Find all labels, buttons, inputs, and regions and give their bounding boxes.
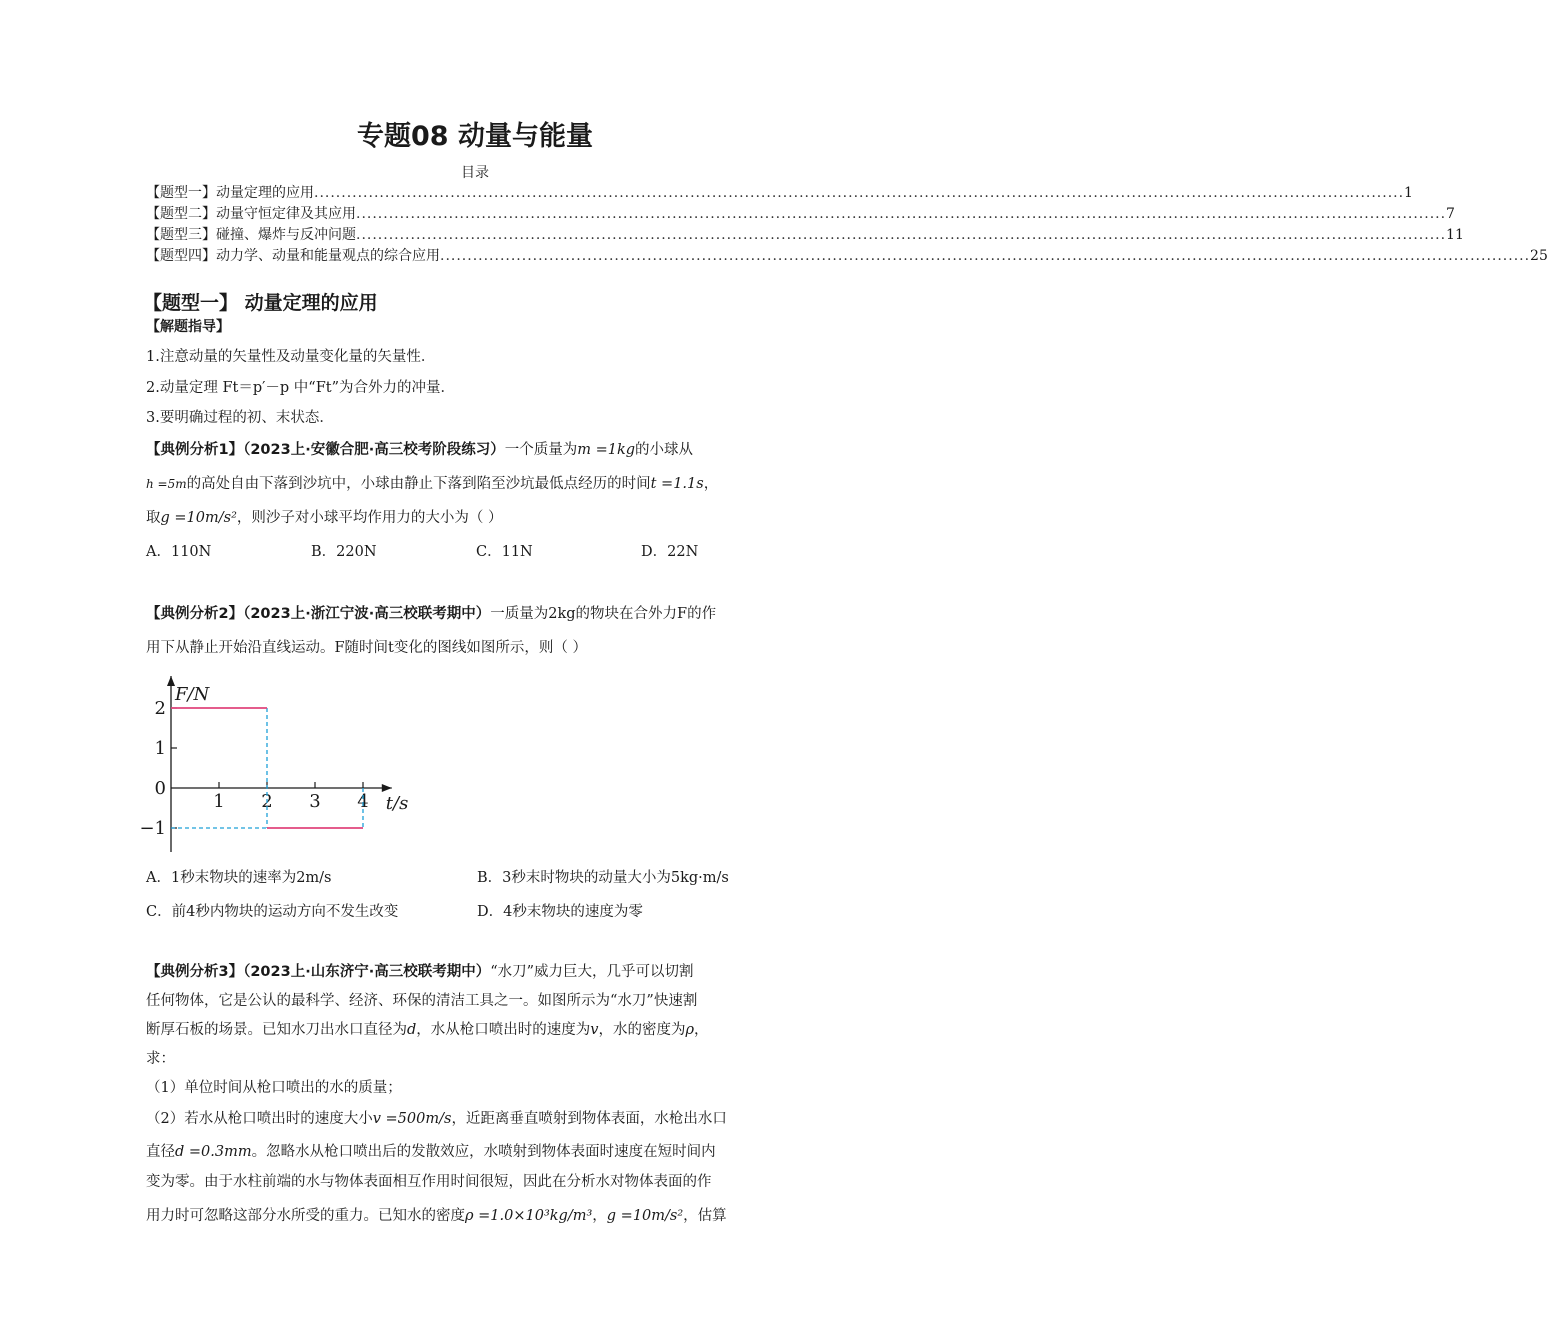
toc-entry[interactable]	[146, 182, 1413, 203]
math-expression: 2kg	[548, 606, 576, 622]
option-b[interactable]: B．3秒末时物块的动量大小为5kg·m/s	[477, 870, 729, 886]
guide-point: 2.动量定理 Ft＝p′－p 中“Ft”为合外力的冲量．	[146, 380, 456, 396]
guide-point: 3.要明确过程的初、末状态．	[146, 410, 334, 426]
example-3-line-4: 求：	[146, 1051, 175, 1067]
force-time-chart	[140, 660, 420, 850]
x-axis-arrow	[382, 784, 392, 792]
math-expression: h =5m	[146, 477, 187, 491]
math-expression: ρ =1.0×10³kg/m³	[465, 1208, 593, 1224]
example-3-line-9: 用力时可忽略这部分水所受的重力。已知水的密度ρ =1.0×10³kg/m³，g =10m/s²，估算	[146, 1208, 727, 1224]
toc-page-number: 11	[1446, 227, 1464, 243]
example-3-line-3: 断厚石板的场景。已知水刀出水口直径为d，水从枪口喷出时的速度为v，水的密度为ρ，	[146, 1022, 709, 1038]
math-expression: g =10m/s²	[606, 1208, 684, 1224]
example-1-line-3: 取g =10m/s²，则沙子对小球平均作用力的大小为（ ）	[146, 510, 503, 526]
y-tick-label: 1	[154, 738, 166, 759]
toc-leader: ........................................................................................................................................................................................................	[356, 227, 1447, 243]
math-expression: g =10m/s²	[160, 510, 237, 526]
y-tick-label: 0	[154, 778, 166, 799]
toc-leader: ........................................................................................................................................................................................................	[314, 185, 1405, 201]
example-3-tag: 【典例分析3】（2023上·山东济宁·高三校联考期中）	[146, 964, 491, 980]
option-d[interactable]: D．4秒末物块的速度为零	[477, 904, 643, 920]
toc-tag: 【题型二】	[146, 206, 216, 222]
example-3-line-8: 变为零。由于水柱前端的水与物体表面相互作用时间很短，因此在分析水对物体表面的作	[146, 1174, 712, 1190]
toc-entry[interactable]	[146, 224, 1464, 245]
math-expression: v =500m/s	[372, 1111, 452, 1127]
example-1-options	[146, 540, 808, 561]
x-tick-label: 2	[261, 791, 273, 812]
example-1-line-2: h =5m的高处自由下落到沙坑中，小球由静止下落到陷至沙坑最低点经历的时间t =1.1s，	[146, 476, 719, 492]
y-tick-label: −1	[139, 818, 166, 839]
toc-tag: 【题型一】	[146, 185, 216, 201]
option-c[interactable]: C．前4秒内物块的运动方向不发生改变	[146, 904, 399, 920]
x-axis-label: t/s	[385, 793, 409, 814]
example-3-line-1: 【典例分析3】（2023上·山东济宁·高三校联考期中）“水刀”威力巨大，几乎可以切割	[146, 964, 694, 980]
toc-text: 碰撞、爆炸与反冲问题	[216, 227, 356, 243]
example-3-line-7: 直径d =0.3mm。忽略水从枪口喷出后的发散效应，水喷射到物体表面时速度在短时间内	[146, 1144, 716, 1160]
x-tick-label: 4	[357, 791, 369, 812]
toc-leader: ........................................................................................................................................................................................................	[356, 206, 1447, 222]
toc-text: 动量守恒定律及其应用	[216, 206, 356, 222]
toc-entry[interactable]	[146, 203, 1455, 224]
toc-tag: 【题型四】	[146, 248, 216, 264]
example-3-line-5: （1）单位时间从枪口喷出的水的质量；	[146, 1080, 402, 1096]
guide-heading: 【解题指导】	[146, 319, 230, 335]
toc-text: 动力学、动量和能量观点的综合应用	[216, 248, 440, 264]
math-expression: d =0.3mm	[175, 1144, 252, 1160]
toc-page-number: 25	[1530, 248, 1548, 264]
table-of-contents	[146, 182, 1548, 266]
y-axis-label: F/N	[175, 684, 210, 705]
example-3-line-2: 任何物体，它是公认的最科学、经济、环保的清洁工具之一。如图所示为“水刀”快速割	[146, 993, 698, 1009]
option-b[interactable]: B．220N	[311, 544, 377, 560]
example-2-line-2: 用下从静止开始沿直线运动。F随时间t变化的图线如图所示，则（ ）	[146, 640, 587, 656]
guide-point: 1.注意动量的矢量性及动量变化量的矢量性．	[146, 349, 436, 365]
example-2-options-row-1	[146, 866, 808, 887]
toc-page-number: 7	[1446, 206, 1455, 222]
example-1-tag: 【典例分析1】（2023上·安徽合肥·高三校考阶段练习）	[146, 442, 505, 458]
option-c[interactable]: C．11N	[476, 544, 533, 560]
toc-leader: ........................................................................................................................................................................................................	[440, 248, 1531, 264]
toc-text: 动量定理的应用	[216, 185, 314, 201]
toc-entry[interactable]	[146, 245, 1548, 266]
y-tick-label: 2	[154, 698, 166, 719]
toc-tag: 【题型三】	[146, 227, 216, 243]
example-2-options-row-2	[146, 900, 808, 921]
section-title: 【题型一】 动量定理的应用	[143, 292, 378, 314]
example-1-line-1: 【典例分析1】（2023上·安徽合肥·高三校考阶段练习）一个质量为m =1kg的小球从	[146, 442, 694, 458]
math-expression: m =1kg	[577, 442, 636, 458]
example-2-line-1: 【典例分析2】（2023上·浙江宁波·高三校联考期中）一质量为2kg的物块在合外力F的作	[146, 606, 717, 622]
y-axis-arrow	[167, 676, 175, 686]
option-a[interactable]: A．110N	[146, 544, 212, 560]
x-tick-label: 1	[213, 791, 225, 812]
example-3-line-6: （2）若水从枪口喷出时的速度大小v =500m/s，近距离垂直喷射到物体表面，水枪出水口	[146, 1111, 727, 1127]
toc-page-number: 1	[1404, 185, 1413, 201]
option-a[interactable]: A．1秒末物块的速率为2m/s	[146, 870, 332, 886]
example-2-tag: 【典例分析2】（2023上·浙江宁波·高三校联考期中）	[146, 606, 491, 622]
toc-heading: 目录	[461, 165, 489, 181]
math-expression: t =1.1s	[650, 476, 704, 492]
option-d[interactable]: D．22N	[641, 544, 699, 560]
x-tick-label: 3	[309, 791, 321, 812]
document-title: 专题08 动量与能量	[357, 121, 593, 152]
